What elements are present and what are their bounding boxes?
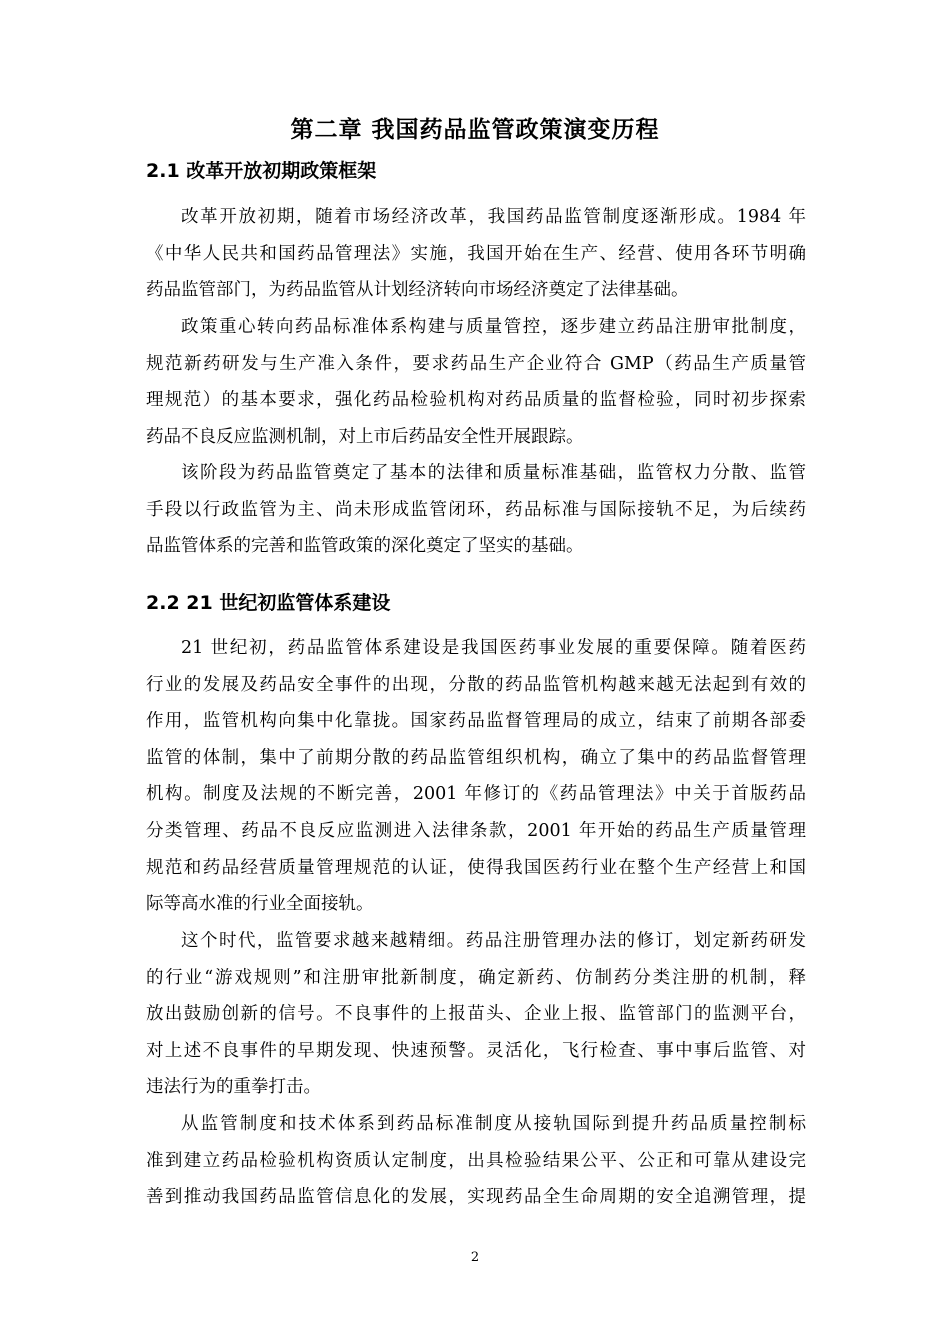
- text-line: 放出鼓励创新的信号。不良事件的上报苗头、企业上报、监管部门的监测平台，: [146, 1004, 806, 1025]
- text-line: 机构。制度及法规的不断完善，2001 年修订的《药品管理法》中关于首版药品: [146, 784, 806, 805]
- text-line: 善到推动我国药品监管信息化的发展，实现药品全生命周期的安全追溯管理，提: [146, 1187, 806, 1208]
- text-line: 《中华人民共和国药品管理法》实施，我国开始在生产、经营、使用各环节明确: [146, 243, 806, 264]
- text-line: 改革开放初期，随着市场经济改革，我国药品监管制度逐渐形成。1984 年: [181, 207, 806, 227]
- text-line: 违法行为的重拳打击。: [146, 1077, 321, 1098]
- text-line: 规范和药品经营质量管理规范的认证，使得我国医药行业在整个生产经营上和国: [146, 857, 806, 878]
- text-line: 规范新药研发与生产准入条件，要求药品生产企业符合 GMP（药品生产质量管: [146, 353, 806, 374]
- page-number: 2: [470, 1250, 480, 1265]
- paragraph-2-1-1: [146, 199, 806, 309]
- text-line: 手段以行政监管为主、尚未形成监管闭环，药品标准与国际接轨不足，为后续药: [146, 499, 806, 520]
- text-line: 21 世纪初，药品监管体系建设是我国医药事业发展的重要保障。随着医药: [181, 638, 806, 658]
- text-line: 际等高水准的行业全面接轨。: [146, 894, 374, 915]
- text-line: 的行业“游戏规则”和注册审批新制度，确定新药、仿制药分类注册的机制，释: [146, 967, 806, 988]
- text-line: 药品不良反应监测机制，对上市后药品安全性开展跟踪。: [146, 426, 584, 447]
- text-line: 准到建立药品检验机构资质认定制度，出具检验结果公平、公正和可靠从建设完: [146, 1150, 806, 1171]
- paragraph-2-1-3: [146, 455, 806, 565]
- paragraph-2-1-2: [146, 309, 806, 455]
- paragraph-2-2-1: [146, 630, 806, 923]
- chapter-title: 第二章 我国药品监管政策演变历程: [290, 117, 660, 143]
- section-heading-2-2: 2.2 21 世纪初监管体系建设: [146, 592, 391, 614]
- text-line: 理规范）的基本要求，强化药品检验机构对药品质量的监督检验，同时初步探索: [146, 390, 806, 411]
- text-line: 从监管制度和技术体系到药品标准制度从接轨国际到提升药品质量控制标: [181, 1114, 806, 1134]
- text-line: 该阶段为药品监管奠定了基本的法律和质量标准基础，监管权力分散、监管: [181, 463, 806, 483]
- text-line: 行业的发展及药品安全事件的出现，分散的药品监管机构越来越无法起到有效的: [146, 674, 806, 695]
- text-line: 这个时代，监管要求越来越精细。药品注册管理办法的修订，划定新药研发: [181, 931, 806, 951]
- text-line: 政策重心转向药品标准体系构建与质量管控，逐步建立药品注册审批制度，: [181, 317, 806, 337]
- text-line: 分类管理、药品不良反应监测进入法律条款，2001 年开始的药品生产质量管理: [146, 820, 806, 841]
- text-line: 药品监管部门，为药品监管从计划经济转向市场经济奠定了法律基础。: [146, 280, 689, 301]
- text-line: 监管的体制，集中了前期分散的药品监管组织机构，确立了集中的药品监督管理: [146, 747, 806, 768]
- text-line: 作用，监管机构向集中化靠拢。国家药品监督管理局的成立，结束了前期各部委: [146, 711, 806, 732]
- paragraph-2-2-2: [146, 923, 806, 1106]
- paragraph-2-2-3: [146, 1106, 806, 1216]
- section-heading-2-1: 2.1 改革开放初期政策框架: [146, 160, 377, 182]
- text-line: 品监管体系的完善和监管政策的深化奠定了坚实的基础。: [146, 536, 584, 557]
- text-line: 对上述不良事件的早期发现、快速预警。灵活化，飞行检查、事中事后监管、对: [146, 1040, 806, 1061]
